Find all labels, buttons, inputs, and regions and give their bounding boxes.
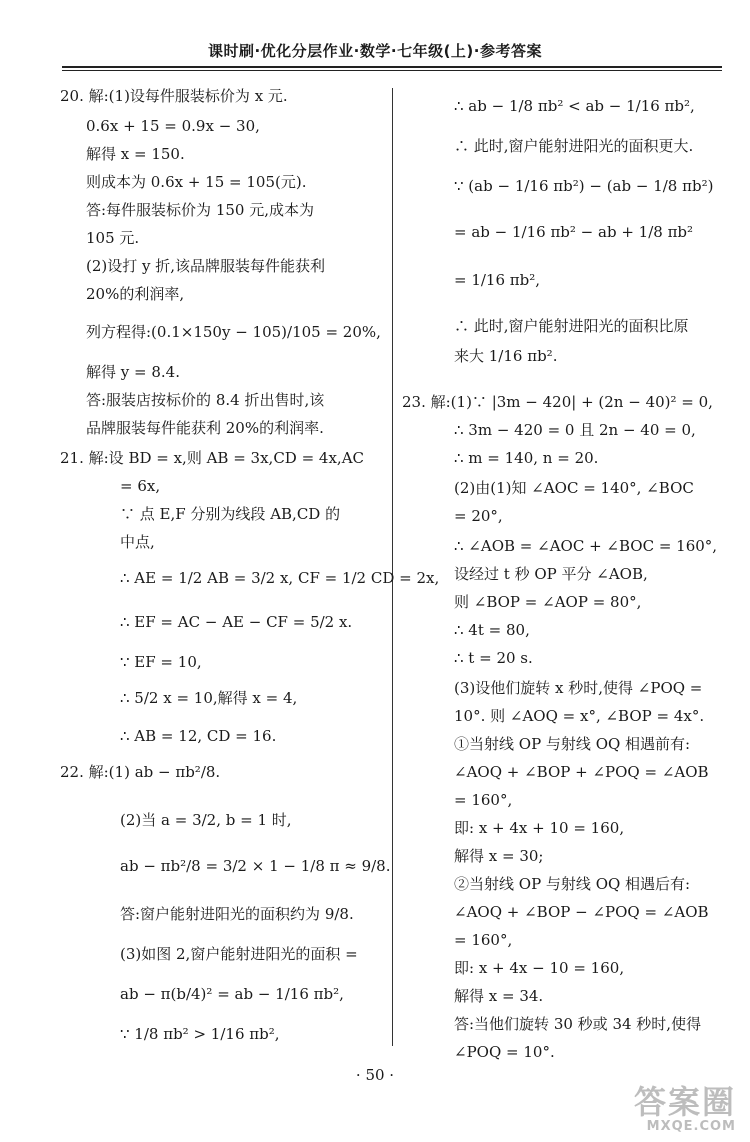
answer-line: 答:服装店按标价的 8.4 折出售时,该 — [86, 391, 325, 409]
answer-line: 10°. 则 ∠AOQ = x°, ∠BOP = 4x°. — [454, 707, 705, 725]
answer-line: 23. 解:(1)∵ |3m − 420| + (2n − 40)² = 0, — [402, 393, 713, 411]
answer-line: 列方程得:(0.1×150y − 105)/105 = 20%, — [86, 323, 381, 341]
answer-line: 105 元. — [86, 229, 140, 247]
answer-line: (3)设他们旋转 x 秒时,使得 ∠POQ = — [454, 679, 703, 697]
answer-line: (3)如图 2,窗户能射进阳光的面积 = — [120, 945, 358, 963]
answer-line: ∴ 此时,窗户能射进阳光的面积比原 — [454, 317, 689, 335]
answer-line: 品牌服装每件能获利 20%的利润率. — [86, 419, 324, 437]
answer-line: ab − π(b/4)² = ab − 1/16 πb², — [120, 985, 344, 1003]
answer-line: 20. 解:(1)设每件服装标价为 x 元. — [60, 87, 288, 105]
answer-line: ∴ 此时,窗户能射进阳光的面积更大. — [454, 137, 694, 155]
answer-line: 中点, — [120, 533, 155, 551]
answer-line: 22. 解:(1) ab − πb²/8. — [60, 763, 221, 781]
watermark-url: MXQE.COM — [646, 1119, 736, 1134]
answer-line: ∵ (ab − 1/16 πb²) − (ab − 1/8 πb²) — [454, 177, 714, 195]
answer-line: = 20°, — [454, 507, 503, 525]
answer-line: ∴ 5/2 x = 10,解得 x = 4, — [120, 689, 298, 707]
answer-line: ∵ 1/8 πb² > 1/16 πb², — [120, 1025, 280, 1043]
page-header: 课时刷·优化分层作业·数学·七年级(上)·参考答案 — [207, 42, 542, 60]
answer-line: ∴ m = 140, n = 20. — [454, 449, 599, 467]
answer-line: (2)当 a = 3/2, b = 1 时, — [120, 811, 292, 829]
answer-line: 解得 x = 30; — [454, 847, 544, 865]
answer-line: = 1/16 πb², — [454, 271, 541, 289]
answer-line: 解得 y = 8.4. — [86, 363, 180, 381]
answer-line: ∴ ∠AOB = ∠AOC + ∠BOC = 160°, — [454, 537, 718, 555]
answer-line: ∴ EF = AC − AE − CF = 5/2 x. — [120, 613, 353, 631]
answer-line: ∠AOQ + ∠BOP + ∠POQ = ∠AOB — [454, 763, 709, 781]
watermark-logo — [586, 1085, 736, 1137]
answer-line: 20%的利润率, — [86, 285, 185, 303]
header-rule-thick — [62, 66, 722, 68]
answer-line: 答:当他们旋转 30 秒或 34 秒时,使得 — [454, 1015, 702, 1033]
answer-line: 即: x + 4x − 10 = 160, — [454, 959, 625, 977]
answer-line: 则 ∠BOP = ∠AOP = 80°, — [454, 593, 642, 611]
answer-line: = ab − 1/16 πb² − ab + 1/8 πb² — [454, 223, 694, 241]
answer-line: ∴ AB = 12, CD = 16. — [120, 727, 277, 745]
header-rule-thin — [62, 70, 722, 71]
answer-line: 答:每件服装标价为 150 元,成本为 — [86, 201, 314, 219]
answer-line: ∴ t = 20 s. — [454, 649, 533, 667]
answer-line: = 160°, — [454, 931, 513, 949]
answer-line: ∠POQ = 10°. — [454, 1043, 555, 1061]
page-number: · 50 · — [355, 1066, 395, 1084]
answer-line: = 160°, — [454, 791, 513, 809]
answer-line: 0.6x + 15 = 0.9x − 30, — [86, 117, 260, 135]
answer-line: 21. 解:设 BD = x,则 AB = 3x,CD = 4x,AC — [60, 449, 365, 467]
answer-line: 答:窗户能射进阳光的面积约为 9/8. — [120, 905, 354, 923]
answer-line: 来大 1/16 πb². — [454, 347, 558, 365]
watermark-text: 答案圈 — [633, 1083, 736, 1121]
answer-line: ∴ ab − 1/8 πb² < ab − 1/16 πb², — [454, 97, 695, 115]
answer-line: (2)设打 y 折,该品牌服装每件能获利 — [86, 257, 326, 275]
answer-line: ∴ 3m − 420 = 0 且 2n − 40 = 0, — [454, 421, 696, 439]
answer-line: ①当射线 OP 与射线 OQ 相遇前有: — [454, 735, 691, 753]
answer-line: ∵ 点 E,F 分别为线段 AB,CD 的 — [120, 505, 341, 523]
answer-line: 即: x + 4x + 10 = 160, — [454, 819, 625, 837]
column-divider — [392, 88, 393, 1046]
answer-line: 解得 x = 34. — [454, 987, 544, 1005]
answer-line: = 6x, — [120, 477, 161, 495]
answer-line: ∵ EF = 10, — [120, 653, 202, 671]
answer-line: ②当射线 OP 与射线 OQ 相遇后有: — [454, 875, 691, 893]
answer-line: 设经过 t 秒 OP 平分 ∠AOB, — [454, 565, 648, 583]
answer-line: ab − πb²/8 = 3/2 × 1 − 1/8 π ≈ 9/8. — [120, 857, 391, 875]
answer-line: ∠AOQ + ∠BOP − ∠POQ = ∠AOB — [454, 903, 709, 921]
answer-line: 则成本为 0.6x + 15 = 105(元). — [86, 173, 307, 191]
answer-line: 解得 x = 150. — [86, 145, 185, 163]
answer-line: (2)由(1)知 ∠AOC = 140°, ∠BOC — [454, 479, 694, 497]
answer-line: ∴ 4t = 80, — [454, 621, 530, 639]
answer-line: ∴ AE = 1/2 AB = 3/2 x, CF = 1/2 CD = 2x, — [120, 569, 440, 587]
